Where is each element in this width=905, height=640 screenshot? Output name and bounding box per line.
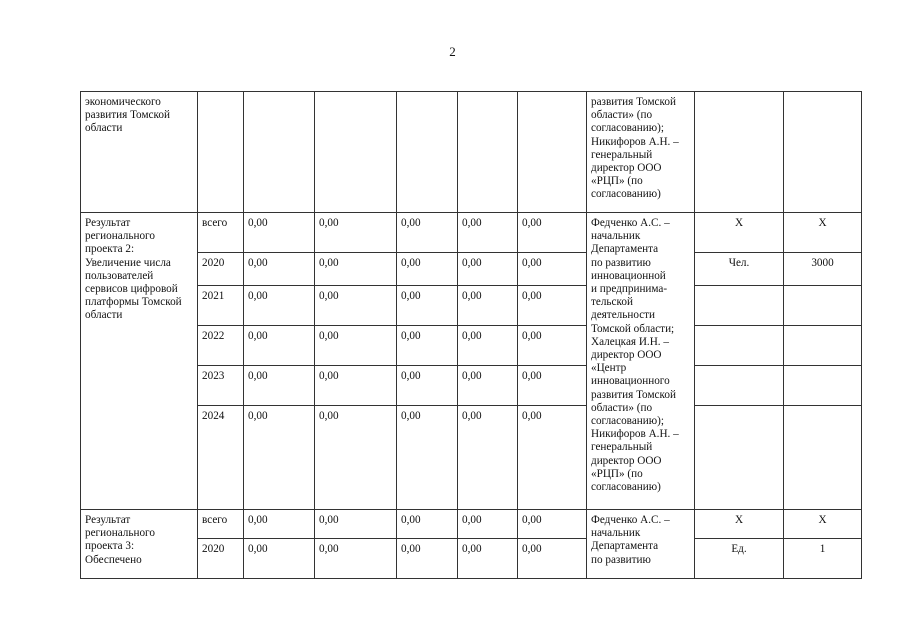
value-cell: 0,00 (244, 510, 315, 539)
value-cell: 0,00 (244, 366, 315, 406)
value-cell: 0,00 (397, 253, 458, 286)
value-cell: 0,00 (458, 286, 518, 326)
value-cell (518, 92, 587, 213)
value-cell (397, 92, 458, 213)
value-cell: 0,00 (397, 366, 458, 406)
target-cell (784, 92, 862, 213)
value-cell: 0,00 (315, 213, 397, 253)
value-cell: 0,00 (315, 326, 397, 366)
value-cell: 0,00 (315, 253, 397, 286)
value-cell: 0,00 (458, 253, 518, 286)
value-cell: 0,00 (518, 366, 587, 406)
page-number: 2 (449, 44, 456, 59)
result-name-cell: Результат регионального проекта 2: Увеличение числа пользователей сервисов цифровой платформы Томской области (81, 213, 198, 510)
target-cell: Х (784, 510, 862, 539)
responsible-cell: Федченко А.С. – начальник Департамента по развитию инновационной и предпринима- тельской деятельности Томской области; Халецкая И.Н. – директор ООО «Центр инновационного развития Томской области» (по согласованию); Никифоров А.Н. – генеральный директор ООО «РЦП» (по согласованию) (587, 213, 695, 510)
unit-cell (695, 326, 784, 366)
value-cell: 0,00 (518, 213, 587, 253)
table-row (81, 539, 862, 579)
responsible-cell: Федченко А.С. – начальник Департамента по развитию (587, 510, 695, 579)
value-cell: 0,00 (244, 213, 315, 253)
value-cell: 0,00 (244, 326, 315, 366)
value-cell: 0,00 (518, 253, 587, 286)
value-cell: 0,00 (244, 286, 315, 326)
unit-cell (695, 286, 784, 326)
value-cell: 0,00 (397, 406, 458, 510)
table-row (81, 326, 862, 366)
year-cell: 2023 (198, 366, 244, 406)
year-cell: 2022 (198, 326, 244, 366)
value-cell: 0,00 (518, 539, 587, 579)
year-cell: 2024 (198, 406, 244, 510)
year-cell: 2020 (198, 253, 244, 286)
target-cell (784, 406, 862, 510)
year-cell: 2021 (198, 286, 244, 326)
value-cell: 0,00 (397, 326, 458, 366)
value-cell: 0,00 (458, 539, 518, 579)
table-row (81, 406, 862, 510)
table-row (81, 286, 862, 326)
value-cell: 0,00 (397, 286, 458, 326)
value-cell: 0,00 (315, 406, 397, 510)
table-row (81, 92, 862, 213)
value-cell: 0,00 (518, 326, 587, 366)
target-cell (784, 366, 862, 406)
value-cell: 0,00 (458, 366, 518, 406)
value-cell (458, 92, 518, 213)
year-cell: всего (198, 510, 244, 539)
value-cell: 0,00 (315, 539, 397, 579)
value-cell: 0,00 (458, 326, 518, 366)
value-cell: 0,00 (397, 539, 458, 579)
value-cell: 0,00 (244, 539, 315, 579)
value-cell: 0,00 (458, 406, 518, 510)
unit-cell: Чел. (695, 253, 784, 286)
value-cell: 0,00 (458, 213, 518, 253)
value-cell: 0,00 (397, 213, 458, 253)
value-cell: 0,00 (458, 510, 518, 539)
year-cell: 2020 (198, 539, 244, 579)
value-cell: 0,00 (244, 253, 315, 286)
value-cell (244, 92, 315, 213)
value-cell: 0,00 (315, 510, 397, 539)
value-cell: 0,00 (315, 286, 397, 326)
unit-cell (695, 406, 784, 510)
value-cell: 0,00 (397, 510, 458, 539)
result-name-cell: экономического развития Томской области (81, 92, 198, 213)
unit-cell: Х (695, 510, 784, 539)
value-cell: 0,00 (518, 406, 587, 510)
program-table (80, 91, 862, 579)
table-row (81, 253, 862, 286)
year-cell (198, 92, 244, 213)
value-cell (315, 92, 397, 213)
table-row (81, 366, 862, 406)
target-cell: Х (784, 213, 862, 253)
unit-cell (695, 92, 784, 213)
responsible-cell: развития Томской области» (по согласованию); Никифоров А.Н. – генеральный директор ООО «РЦП» (по согласованию) (587, 92, 695, 213)
unit-cell: Ед. (695, 539, 784, 579)
table-row (81, 510, 862, 539)
year-cell: всего (198, 213, 244, 253)
unit-cell: Х (695, 213, 784, 253)
value-cell: 0,00 (518, 510, 587, 539)
table-row (81, 213, 862, 253)
value-cell: 0,00 (315, 366, 397, 406)
target-cell (784, 326, 862, 366)
target-cell (784, 286, 862, 326)
unit-cell (695, 366, 784, 406)
result-name-cell: Результат регионального проекта 3: Обеспечено (81, 510, 198, 579)
value-cell: 0,00 (244, 406, 315, 510)
target-cell: 1 (784, 539, 862, 579)
value-cell: 0,00 (518, 286, 587, 326)
target-cell: 3000 (784, 253, 862, 286)
